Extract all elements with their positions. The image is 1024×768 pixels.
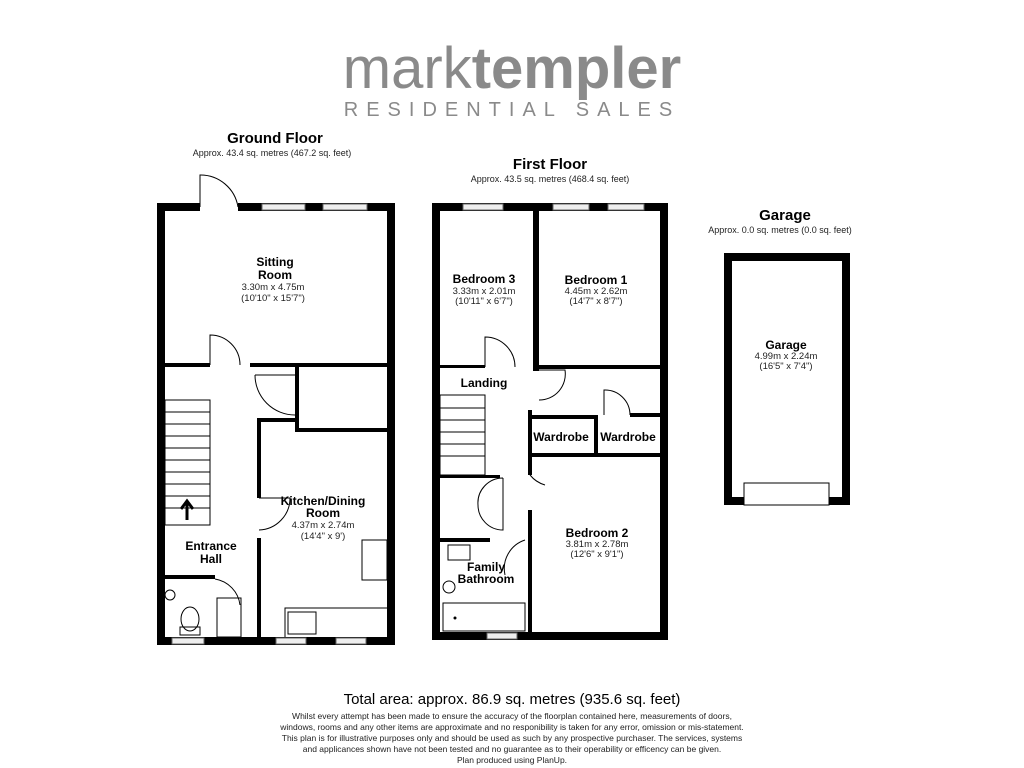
stairs-arrow-icon	[181, 501, 193, 520]
svg-text:Garage: Garage	[765, 338, 807, 352]
svg-text:3.30m x 4.75m: 3.30m x 4.75m	[241, 282, 305, 293]
garage-door	[744, 483, 829, 505]
svg-text:marktempler: marktempler	[342, 36, 682, 101]
svg-text:Entrance: Entrance	[185, 539, 237, 553]
svg-text:Plan produced using PlanUp.: Plan produced using PlanUp.	[456, 755, 568, 765]
garage-area: Approx. 0.0 sq. metres (0.0 sq. feet)	[708, 225, 852, 235]
svg-text:RESIDENTIAL SALES: RESIDENTIAL SALES	[343, 99, 681, 121]
svg-text:4.45m x 2.62m: 4.45m x 2.62m	[564, 286, 628, 297]
svg-text:This plan is for illustrative: This plan is for illustrative purposes only and should be used as such by any prospective purchaser. The services, systems	[281, 733, 743, 743]
room-bedroom-1	[565, 273, 628, 307]
ground-floor-area: Approx. 43.4 sq. metres (467.2 sq. feet)	[192, 148, 352, 158]
watermark-logo	[343, 36, 681, 121]
room-sitting-room	[241, 255, 305, 304]
svg-text:(10'11" x 6'7"): (10'11" x 6'7")	[455, 296, 513, 307]
room-bedroom-2	[566, 526, 629, 560]
svg-text:Bathroom: Bathroom	[457, 572, 515, 586]
svg-text:Bedroom 3: Bedroom 3	[452, 272, 516, 286]
svg-text:Hall: Hall	[199, 552, 223, 566]
svg-text:3.33m x 2.01m: 3.33m x 2.01m	[452, 286, 516, 297]
toilet-icon	[165, 590, 200, 635]
total-area: Total area: approx. 86.9 sq. metres (935.6 sq. feet)	[343, 691, 681, 708]
ground-floor-plan	[157, 175, 395, 645]
bath-icon	[443, 603, 525, 631]
svg-text:Room: Room	[306, 506, 340, 520]
sink-icon	[288, 612, 316, 634]
room-bedroom-3	[453, 272, 516, 307]
svg-text:Kitchen/Dining: Kitchen/Dining	[280, 494, 366, 508]
svg-text:and applicances shown have not: and applicances shown have not been tested and no guarantee as to their operability or efficency can be given.	[302, 744, 722, 754]
svg-text:Sitting: Sitting	[256, 255, 294, 269]
garage-title: Garage	[759, 207, 811, 224]
svg-text:Room: Room	[258, 268, 292, 282]
svg-text:4.99m x 2.24m: 4.99m x 2.24m	[754, 351, 818, 362]
disclaimer	[279, 711, 743, 765]
svg-text:3.81m x 2.78m: 3.81m x 2.78m	[565, 539, 629, 550]
room-wardrobe-1: Wardrobe	[533, 430, 589, 444]
first-floor-title: First Floor	[512, 156, 588, 173]
svg-text:4.37m x 2.74m: 4.37m x 2.74m	[291, 520, 355, 531]
svg-text:Family: Family	[466, 560, 506, 574]
room-family-bathroom	[458, 560, 515, 586]
room-wardrobe-2: Wardrobe	[600, 430, 656, 444]
room-entrance-hall	[185, 539, 237, 566]
room-landing: Landing	[460, 376, 508, 390]
svg-text:windows, rooms and any other i: windows, rooms and any other items are approximate and no responibility is taken for any error, omission or mis-statement.	[280, 722, 744, 732]
svg-text:(14'4" x 9'): (14'4" x 9')	[300, 531, 346, 542]
first-floor-area: Approx. 43.5 sq. metres (468.4 sq. feet)	[470, 174, 630, 184]
svg-text:Bedroom 2: Bedroom 2	[565, 526, 629, 540]
basin-icon	[443, 581, 455, 593]
svg-text:Bedroom 1: Bedroom 1	[564, 273, 628, 287]
svg-text:(14'7" x 8'7"): (14'7" x 8'7")	[569, 296, 623, 307]
room-garage	[755, 338, 818, 372]
svg-text:(10'10" x 15'7"): (10'10" x 15'7")	[241, 293, 305, 304]
svg-text:(12'6" x 9'1"): (12'6" x 9'1")	[570, 549, 624, 560]
svg-text:Whilst every attempt has been: Whilst every attempt has been made to ensure the accuracy of the floorplan contained here, measurements of doors,	[292, 711, 732, 721]
staircase	[165, 400, 210, 525]
ground-floor-title: Ground Floor	[227, 130, 323, 147]
garage-plan	[724, 253, 850, 505]
room-kitchen-dining	[281, 494, 366, 542]
svg-text:(16'5" x 7'4"): (16'5" x 7'4")	[759, 361, 813, 372]
